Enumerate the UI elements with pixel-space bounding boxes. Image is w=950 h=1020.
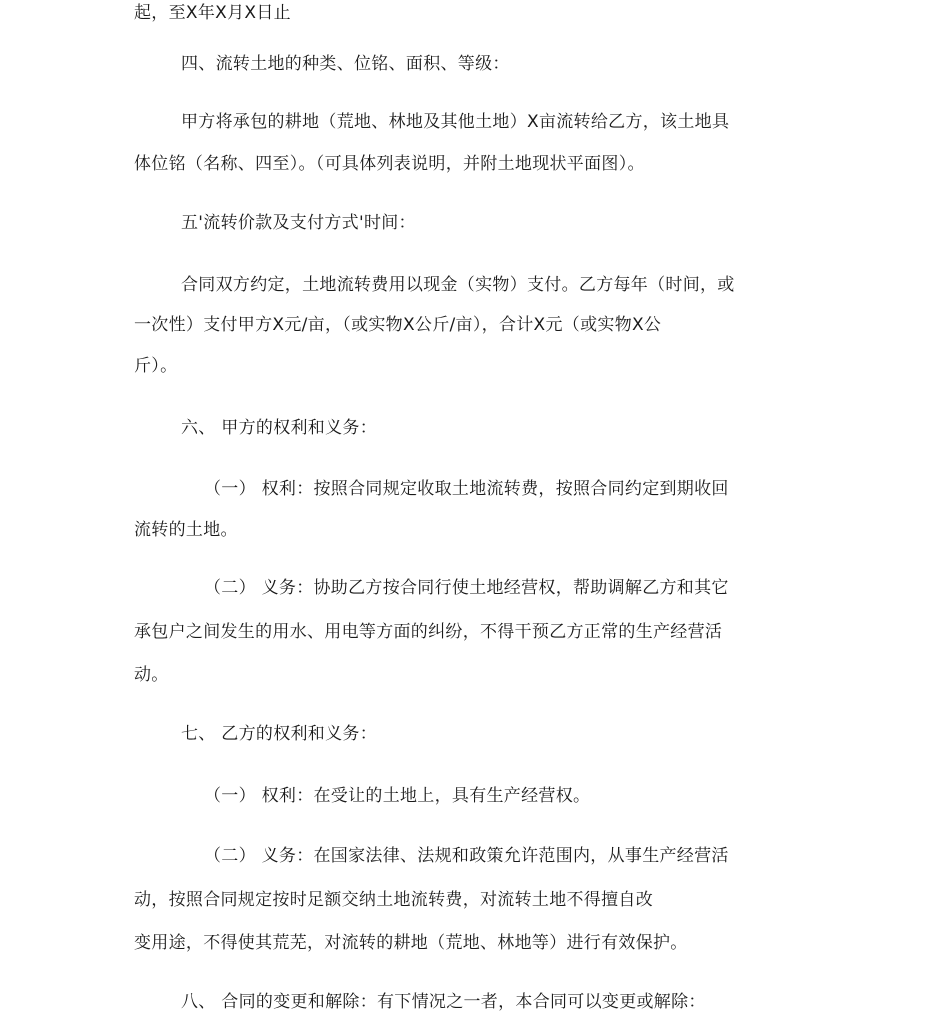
paragraph-line: 合同双方约定，土地流转费用以现金（实物）支付。乙方每年（时间，或	[181, 275, 735, 295]
section-heading-4: 四、流转土地的种类、位铭、面积、等级：	[181, 54, 510, 74]
paragraph-line: 甲方将承包的耕地（荒地、林地及其他土地）X亩流转给乙方，该土地具	[181, 112, 730, 132]
paragraph-line: 一次性）支付甲方X元/亩，（或实物X公斤/亩），合计X元（或实物X公	[134, 315, 662, 335]
section-heading-5: 五'流转价款及支付方式'时间：	[181, 213, 416, 233]
section-heading-7: 七、 乙方的权利和义务：	[181, 724, 378, 744]
paragraph-line: （二） 义务：在国家法律、法规和政策允许范围内，从事生产经营活	[204, 846, 729, 866]
section-heading-6: 六、 甲方的权利和义务：	[181, 418, 378, 438]
paragraph-line: 起，至X年X月X日止	[134, 3, 291, 23]
paragraph-line: （一） 权利：在受让的土地上，具有生产经营权。	[204, 786, 591, 806]
paragraph-line: 动，按照合同规定按时足额交纳土地流转费，对流转土地不得擅自改	[134, 890, 653, 910]
paragraph-line: 斤）。	[134, 356, 178, 376]
paragraph-line: 体位铭（名称、四至）。（可具体列表说明，并附土地现状平面图）。	[134, 154, 645, 174]
paragraph-line: 变用途，不得使其荒芜，对流转的耕地（荒地、林地等）进行有效保护。	[134, 933, 688, 953]
paragraph-line: （一） 权利：按照合同规定收取土地流转费，按照合同约定到期收回	[204, 479, 729, 499]
paragraph-line: 流转的土地。	[134, 520, 238, 540]
paragraph-line: 承包户之间发生的用水、用电等方面的纠纷，不得干预乙方正常的生产经营活	[134, 622, 723, 642]
section-heading-8: 八、 合同的变更和解除：有下情况之一者，本合同可以变更或解除：	[181, 992, 706, 1012]
paragraph-line: 动。	[134, 665, 169, 685]
paragraph-line: （二） 义务：协助乙方按合同行使土地经营权，帮助调解乙方和其它	[204, 578, 729, 598]
